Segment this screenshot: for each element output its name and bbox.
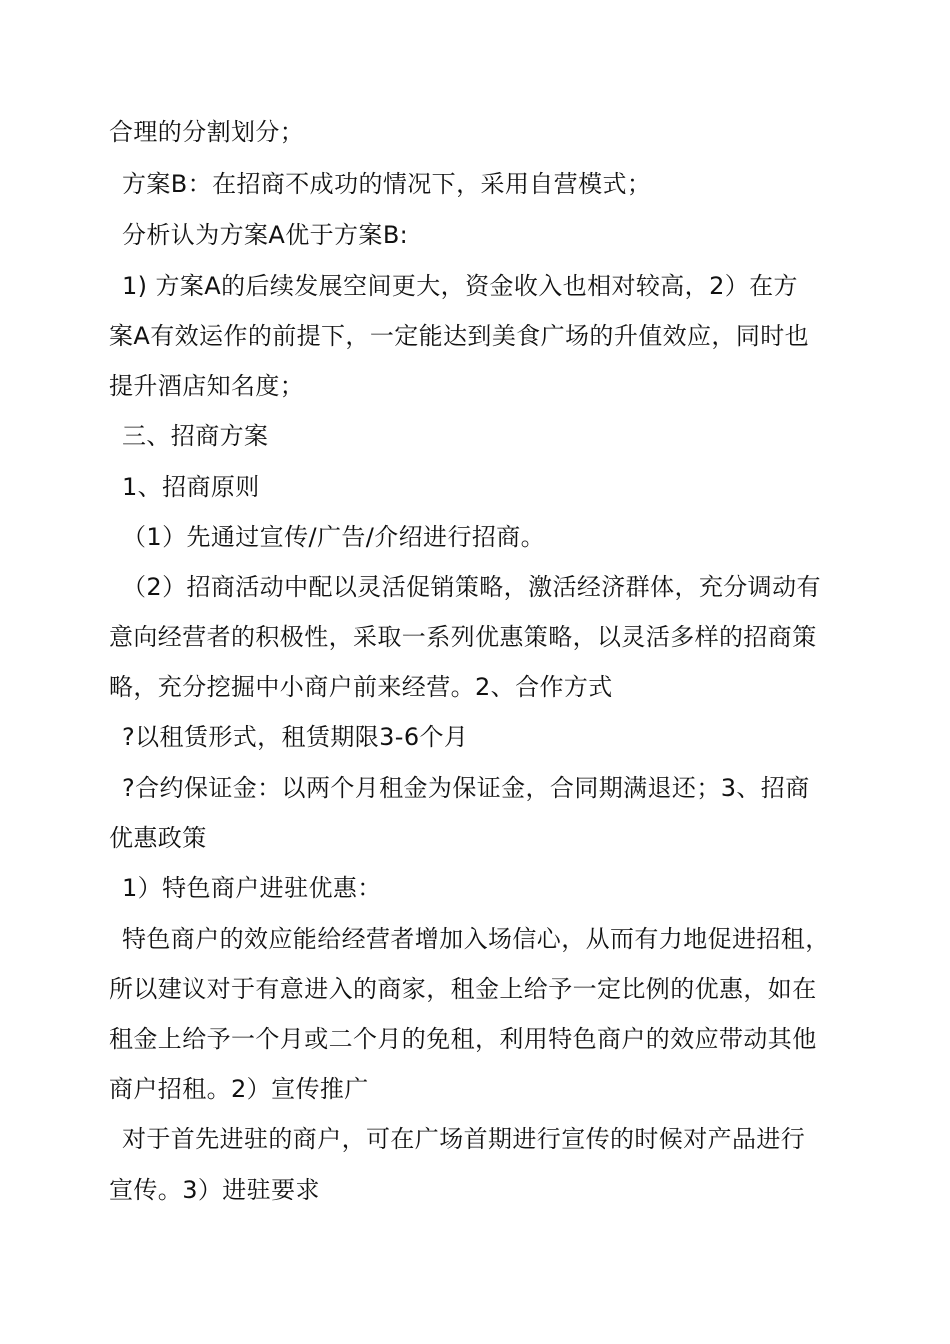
text-line: 分析认为方案A优于方案B: <box>122 221 409 249</box>
text-line: 略，充分挖掘中小商户前来经营。2、合作方式 <box>109 673 613 701</box>
text-line: 案A有效运作的前提下，一定能达到美食广场的升值效应，同时也 <box>109 322 810 350</box>
text-line: ?合约保证金：以两个月租金为保证金，合同期满退还；3、招商 <box>122 774 810 802</box>
section-heading: 三、招商方案 <box>122 422 269 450</box>
text-line: 意向经营者的积极性，采取一系列优惠策略，以灵活多样的招商策 <box>109 623 817 651</box>
text-line: 特色商户的效应能给经营者增加入场信心，从而有力地促进招租， <box>122 925 830 953</box>
text-line: ?以租赁形式，租赁期限3-6个月 <box>122 723 469 751</box>
text-line: 租金上给予一个月或二个月的免租，利用特色商户的效应带动其他 <box>109 1025 817 1053</box>
text-line: 优惠政策 <box>109 824 207 852</box>
text-line: （1）先通过宣传/广告/介绍进行招商。 <box>122 523 546 551</box>
text-line: 合理的分割划分； <box>109 118 305 146</box>
text-line: 方案B：在招商不成功的情况下，采用自营模式； <box>122 170 652 198</box>
subsection-heading: 1、招商原则 <box>122 473 260 501</box>
text-line: 提升酒店知名度； <box>109 372 305 400</box>
text-line: 宣传。3）进驻要求 <box>109 1176 320 1204</box>
text-line: （2）招商活动中配以灵活促销策略，激活经济群体，充分调动有 <box>122 573 821 601</box>
text-line: 对于首先进驻的商户，可在广场首期进行宣传的时候对产品进行 <box>122 1125 806 1153</box>
text-line: 1) 方案A的后续发展空间更大，资金收入也相对较高，2）在方 <box>122 272 798 300</box>
text-line: 1）特色商户进驻优惠： <box>122 874 382 902</box>
text-line: 所以建议对于有意进入的商家，租金上给予一定比例的优惠，如在 <box>109 975 817 1003</box>
text-line: 商户招租。2）宣传推广 <box>109 1075 369 1103</box>
